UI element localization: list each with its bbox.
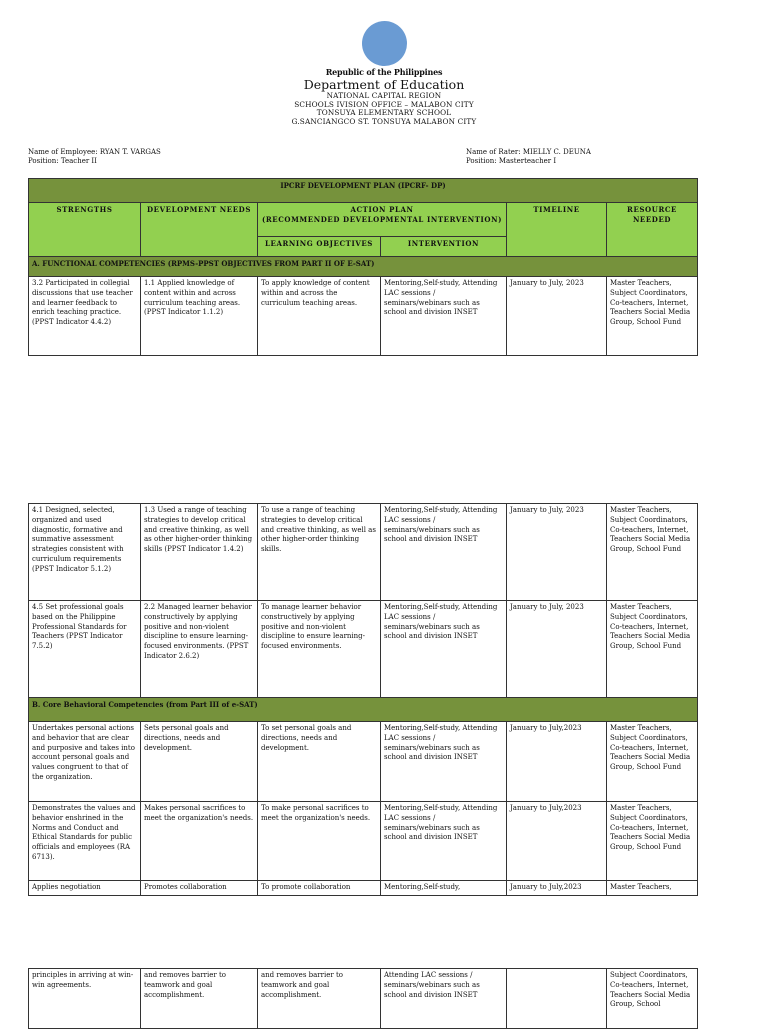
timeline-cell: January to July,2023: [507, 802, 607, 881]
resource-cell: Master Teachers, Subject Coordinators, Co-teachers, Internet, Teachers Social Media Group, School Fund: [607, 277, 698, 356]
rater-position: Position: Masterteacher I: [466, 157, 557, 165]
development-need-cell: 2.2 Managed learner behavior constructively by applying positive and non-violent discipline to ensure learning-focused environments. (PPST Indicator 2.6.2): [141, 601, 258, 698]
objective-cell: To apply knowledge of content within and across the curriculum teaching areas.: [258, 277, 381, 356]
col-action-plan: [258, 203, 507, 237]
ipcrf-table-part-1: [28, 178, 698, 356]
intervention-cell: Mentoring,Self-study, Attending LAC sessions / seminars/webinars such as school and division INSET: [381, 504, 507, 601]
table-row: [29, 802, 698, 881]
resource-cell: Master Teachers, Subject Coordinators, Co-teachers, Internet, Teachers Social Media Group, School Fund: [607, 722, 698, 802]
col-timeline: TIMELINE: [507, 203, 607, 257]
intervention-cell: Mentoring,Self-study, Attending LAC sessions / seminars/webinars such as school and division INSET: [381, 277, 507, 356]
action-plan-sublabel: (RECOMMENDED DEVELOPMENTAL INTERVENTION): [261, 214, 503, 224]
development-need-cell: Makes personal sacrifices to meet the organization's needs.: [141, 802, 258, 881]
timeline-cell: [507, 969, 607, 1029]
address-line: G.SANCIANGCO ST. TONSUYA MALABON CITY: [291, 116, 477, 126]
strength-cell: 3.2 Participated in collegial discussions that use teacher and learner feedback to enrich teaching practice. (PPST Indicator 4.4.2): [29, 277, 141, 356]
table-row: [29, 504, 698, 601]
employee-position: Position: Teacher II: [28, 157, 97, 165]
strength-cell: 4.5 Set professional goals based on the Philippine Professional Standards for Teachers (PPST Indicator 7.5.2): [29, 601, 141, 698]
school-line: TONSUYA ELEMENTARY SCHOOL: [316, 108, 452, 118]
development-need-cell: 1.1 Applied knowledge of content within and across curriculum teaching areas. (PPST Indicator 1.1.2): [141, 277, 258, 356]
republic-line: Republic of the Philippines: [325, 67, 443, 77]
resource-cell: Master Teachers,: [607, 881, 698, 896]
col-development-needs: DEVELOPMENT NEEDS: [141, 203, 258, 257]
objective-cell: To manage learner behavior constructively by applying positive and non-violent discipline to ensure learning-focused environments.: [258, 601, 381, 698]
letterhead: [0, 67, 768, 126]
employee-name: Name of Employee: RYAN T. VARGAS: [28, 148, 161, 156]
strength-cell: 4.1 Designed, selected, organized and used diagnostic, formative and summative assessment strategies consistent with curriculum requirements (PPST Indicator 5.1.2): [29, 504, 141, 601]
timeline-cell: January to July, 2023: [507, 277, 607, 356]
table-row: [29, 881, 698, 896]
objective-cell: and removes barrier to teamwork and goal accomplishment.: [258, 969, 381, 1029]
timeline-cell: January to July,2023: [507, 881, 607, 896]
table-row: [29, 969, 698, 1029]
objective-cell: To use a range of teaching strategies to develop critical and creative thinking, as well as other higher-order thinking skills.: [258, 504, 381, 601]
intervention-cell: Attending LAC sessions / seminars/webinars such as school and division INSET: [381, 969, 507, 1029]
deped-seal: [362, 21, 407, 66]
region-line: NATIONAL CAPITAL REGION: [326, 91, 442, 100]
timeline-cell: January to July,2023: [507, 722, 607, 802]
timeline-cell: January to July, 2023: [507, 504, 607, 601]
objective-cell: To set personal goals and directions, needs and development.: [258, 722, 381, 802]
ipcrf-table-part-2: [28, 503, 698, 896]
intervention-cell: Mentoring,Self-study, Attending LAC sessions / seminars/webinars such as school and division INSET: [381, 802, 507, 881]
department-title: Department of Education: [303, 77, 465, 92]
strength-cell: Applies negotiation: [29, 881, 141, 896]
strength-cell: principles in arriving at win-win agreements.: [29, 969, 141, 1029]
table-row: [29, 722, 698, 802]
ipcrf-table-part-3: [28, 968, 698, 1029]
action-plan-label: ACTION PLAN: [350, 205, 414, 214]
objective-cell: To promote collaboration: [258, 881, 381, 896]
col-intervention: INTERVENTION: [381, 237, 507, 257]
section-functional-competencies: A. FUNCTIONAL COMPETENCIES (RPMS-PPST OBJECTIVES FROM PART II OF E-SAT): [29, 257, 698, 277]
table-row: [29, 601, 698, 698]
rater-info: [466, 148, 591, 166]
development-need-cell: and removes barrier to teamwork and goal accomplishment.: [141, 969, 258, 1029]
col-strengths: STRENGTHS: [29, 203, 141, 257]
resource-cell: Subject Coordinators, Co-teachers, Internet, Teachers Social Media Group, School: [607, 969, 698, 1029]
division-line: SCHOOLS IVISION OFFICE – MALABON CITY: [294, 99, 474, 109]
development-need-cell: Promotes collaboration: [141, 881, 258, 896]
intervention-cell: Mentoring,Self-study,: [381, 881, 507, 896]
strength-cell: Undertakes personal actions and behavior that are clear and purposive and takes into account personal goals and values congruent to that of the organization.: [29, 722, 141, 802]
intervention-cell: Mentoring,Self-study, Attending LAC sessions / seminars/webinars such as school and division INSET: [381, 722, 507, 802]
section-core-behavioral-competencies: B. Core Behavioral Competencies (from Part III of e-SAT): [29, 698, 698, 722]
development-need-cell: 1.3 Used a range of teaching strategies to develop critical and creative thinking, as well as other higher-order thinking skills (PPST Indicator 1.4.2): [141, 504, 258, 601]
rater-name: Name of Rater: MIELLY C. DEUNA: [466, 148, 591, 156]
table-title: IPCRF DEVELOPMENT PLAN (IPCRF- DP): [29, 179, 698, 203]
resource-cell: Master Teachers, Subject Coordinators, Co-teachers, Internet, Teachers Social Media Group, School Fund: [607, 504, 698, 601]
table-row: [29, 277, 698, 356]
resource-cell: Master Teachers, Subject Coordinators, Co-teachers, Internet, Teachers Social Media Group, School Fund: [607, 601, 698, 698]
employee-info: [28, 148, 161, 166]
timeline-cell: January to July, 2023: [507, 601, 607, 698]
intervention-cell: Mentoring,Self-study, Attending LAC sessions / seminars/webinars such as school and division INSET: [381, 601, 507, 698]
objective-cell: To make personal sacrifices to meet the organization's needs.: [258, 802, 381, 881]
resource-cell: Master Teachers, Subject Coordinators, Co-teachers, Internet, Teachers Social Media Group, School Fund: [607, 802, 698, 881]
col-learning-objectives: LEARNING OBJECTIVES: [258, 237, 381, 257]
strength-cell: Demonstrates the values and behavior enshrined in the Norms and Conduct and Ethical Standards for public officials and employees (RA 6713).: [29, 802, 141, 881]
development-need-cell: Sets personal goals and directions, needs and development.: [141, 722, 258, 802]
col-resource-needed: RESOURCE NEEDED: [607, 203, 698, 257]
